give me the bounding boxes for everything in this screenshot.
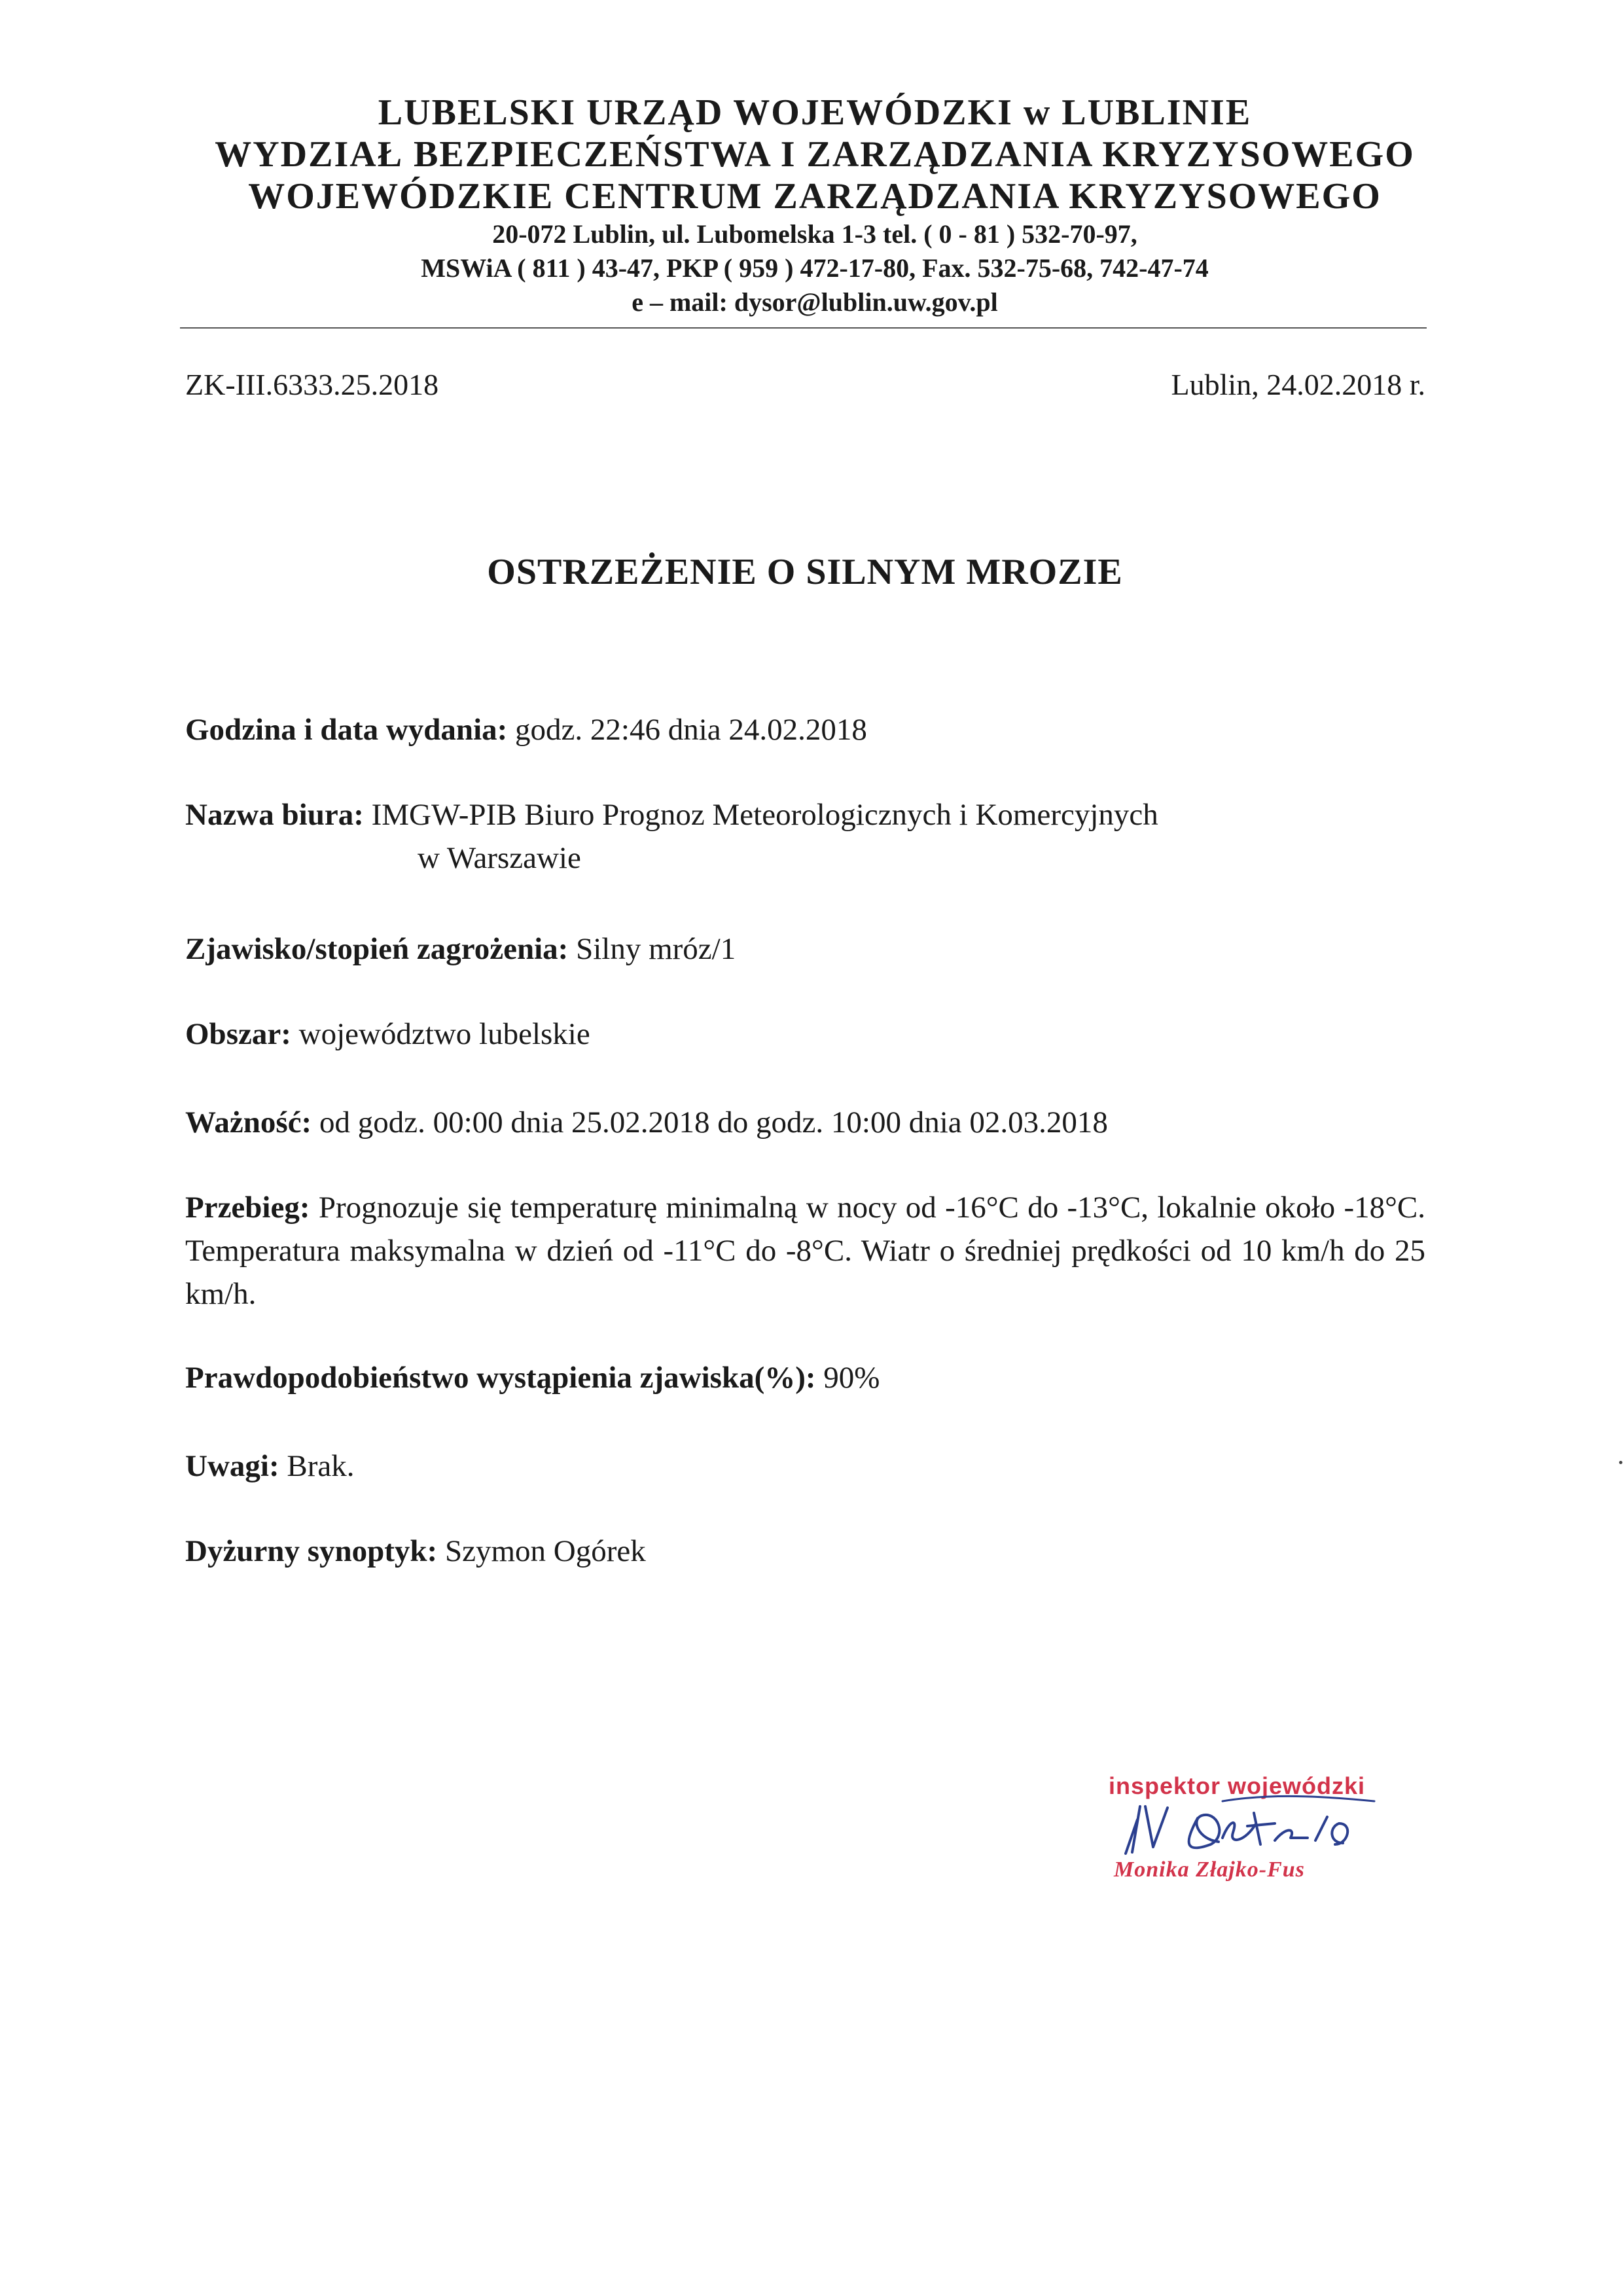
scan-speck xyxy=(1619,1461,1622,1464)
field-value: IMGW-PIB Biuro Prognoz Meteorologicznych i Komercyjnych xyxy=(371,798,1158,832)
field-label: Uwagi: xyxy=(185,1449,279,1483)
field-label: Prawdopodobieństwo wystąpienia zjawiska(%): xyxy=(185,1361,816,1395)
field-value-continuation: w Warszawie xyxy=(418,841,581,875)
field-office xyxy=(185,793,1425,880)
field-value: Szymon Ogórek xyxy=(444,1534,646,1568)
field-area xyxy=(185,1013,1425,1056)
letterhead-address: 20-072 Lublin, ul. Lubomelska 1-3 tel. ( 0 - 81 ) 532-70-97, xyxy=(492,219,1137,249)
field-phenomenon xyxy=(185,927,1425,971)
field-value: godz. 22:46 dnia 24.02.2018 xyxy=(515,713,867,747)
field-label: Przebieg: xyxy=(185,1191,310,1225)
field-course xyxy=(185,1186,1425,1316)
field-forecaster xyxy=(185,1530,1425,1573)
field-value: Prognozuje się temperaturę minimalną w nocy od -16°C do -13°C, lokalnie około -18°C. Temperatura maksymalna w dzień od -11°C do -8°C. Wiatr o średniej prędkości od 10 km/h do 25 km/h. xyxy=(185,1191,1426,1311)
letterhead-office-name: LUBELSKI URZĄD WOJEWÓDZKI w LUBLINIE xyxy=(378,92,1252,133)
letterhead-center: WOJEWÓDZKIE CENTRUM ZARZĄDZANIA KRYZYSOWEGO xyxy=(248,176,1382,217)
stamp-title: inspektor wojewódzki xyxy=(1109,1772,1366,1799)
letterhead xyxy=(177,92,1453,319)
field-value: Silny mróz/1 xyxy=(576,932,736,966)
field-label: Zjawisko/stopień zagrożenia: xyxy=(185,932,569,966)
letterhead-phones: MSWiA ( 811 ) 43-47, PKP ( 959 ) 472-17-80, Fax. 532-75-68, 742-47-74 xyxy=(421,253,1209,283)
official-stamp xyxy=(1099,1767,1400,1898)
reference-number: ZK-III.6333.25.2018 xyxy=(185,368,439,401)
field-value: od godz. 00:00 dnia 25.02.2018 do godz. 10:00 dnia 02.03.2018 xyxy=(319,1105,1108,1139)
letterhead-email: e – mail: dysor@lublin.uw.gov.pl xyxy=(632,287,998,317)
letterhead-divider xyxy=(180,327,1427,329)
field-label: Nazwa biura: xyxy=(185,798,364,832)
field-remarks xyxy=(185,1444,1425,1488)
handwritten-signature xyxy=(1099,1767,1400,1898)
field-label: Obszar: xyxy=(185,1017,291,1051)
letterhead-department: WYDZIAŁ BEZPIECZEŃSTWA I ZARZĄDZANIA KRYZYSOWEGO xyxy=(215,134,1415,175)
field-value: Brak. xyxy=(287,1449,355,1483)
field-probability xyxy=(185,1356,1425,1399)
field-value: 90% xyxy=(823,1361,880,1395)
stamp-name: Monika Złajko-Fus xyxy=(1114,1857,1305,1882)
field-issued xyxy=(185,708,1425,751)
field-validity xyxy=(185,1101,1425,1144)
field-label: Godzina i data wydania: xyxy=(185,713,508,747)
field-label: Ważność: xyxy=(185,1105,312,1139)
field-value: województwo lubelskie xyxy=(298,1017,590,1051)
field-label: Dyżurny synoptyk: xyxy=(185,1534,438,1568)
place-date: Lublin, 24.02.2018 r. xyxy=(1171,368,1425,401)
document-title: OSTRZEŻENIE O SILNYM MROZIE xyxy=(487,552,1123,592)
